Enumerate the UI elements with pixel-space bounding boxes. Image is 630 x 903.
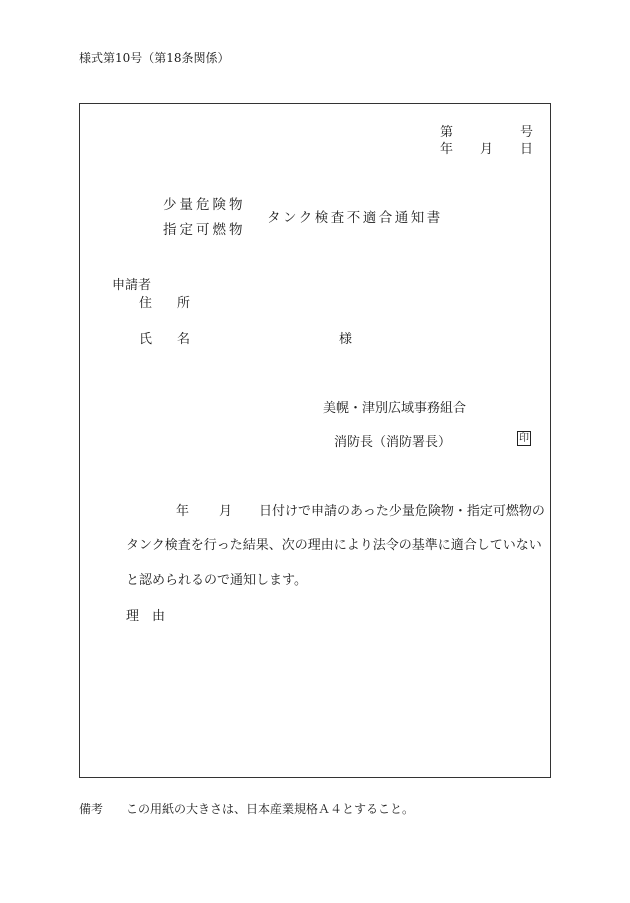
footnote-label: 備考 xyxy=(79,802,104,816)
name-label-2: 名 xyxy=(177,332,191,347)
body-line-1: 日付けで申請のあった少量危険物・指定可燃物の xyxy=(259,504,545,519)
reason-label-2: 由 xyxy=(152,609,166,624)
date-day: 日 xyxy=(520,142,534,157)
reason-label-1: 理 xyxy=(126,609,140,624)
document-frame xyxy=(79,103,551,778)
honorific: 様 xyxy=(339,332,353,347)
number-prefix: 第 xyxy=(440,125,454,140)
address-label-1: 住 xyxy=(139,296,153,311)
body-year: 年 xyxy=(176,504,190,519)
body-line-3: と認められるので通知します。 xyxy=(126,573,307,588)
number-suffix: 号 xyxy=(520,125,534,140)
footnote-text: この用紙の大きさは、日本産業規格Ａ４とすること。 xyxy=(126,802,415,816)
body-line-2: タンク検査を行った結果、次の理由により法令の基準に適合していない xyxy=(126,538,542,553)
address-label-2: 所 xyxy=(177,296,191,311)
document-title: タンク検査不適合通知書 xyxy=(267,210,443,226)
name-label-1: 氏 xyxy=(139,332,153,347)
title-category-1: 少量危険物 xyxy=(163,197,246,213)
applicant-heading: 申請者 xyxy=(112,278,152,293)
issuer-organization: 美幌・津別広域事務組合 xyxy=(323,401,467,416)
date-month: 月 xyxy=(480,142,494,157)
seal-mark: 印 xyxy=(519,433,529,444)
issuer-title: 消防長（消防署長） xyxy=(334,435,452,450)
date-year: 年 xyxy=(440,142,454,157)
title-category-2: 指定可燃物 xyxy=(163,222,246,238)
form-number: 様式第10号（第18条関係） xyxy=(79,51,230,65)
body-month: 月 xyxy=(219,504,233,519)
